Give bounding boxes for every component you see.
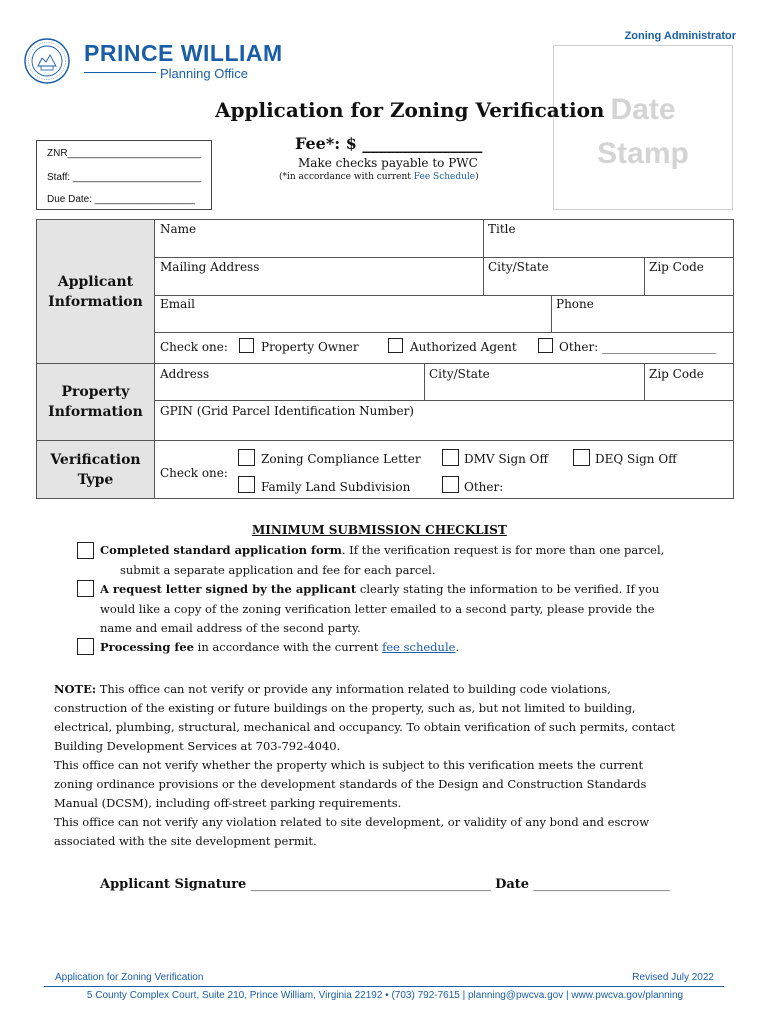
checklist-item2-line2: would like a copy of the zoning verification letter emailed to a second party, please provide the	[100, 601, 655, 616]
checklist-application-form-checkbox[interactable]	[77, 542, 94, 559]
date-stamp-line-1: Date	[610, 93, 676, 126]
property-owner-checkbox[interactable]	[239, 338, 254, 353]
gpin-field[interactable]: GPIN (Grid Parcel Identification Number)	[160, 404, 414, 418]
property-address-field[interactable]: Address	[160, 367, 210, 381]
checklist-item2-line3: name and email address of the second party.	[100, 621, 361, 635]
zoning-compliance-label: Zoning Compliance Letter	[261, 452, 421, 466]
property-information-heading	[37, 364, 154, 440]
applicant-other-field[interactable]: Other: ___________________	[559, 340, 717, 354]
zoning-administrator-label: Zoning Administrator	[624, 30, 736, 42]
applicant-city-state-field[interactable]: City/State	[488, 260, 549, 274]
verification-other-checkbox[interactable]	[442, 476, 459, 493]
property-owner-label: Property Owner	[261, 340, 359, 354]
footer-divider	[44, 986, 724, 987]
fee-note-prefix: (*in accordance with current	[279, 172, 414, 182]
checklist-item2-text: clearly stating the information to be verified. If you	[356, 582, 660, 596]
grid-divider	[644, 363, 645, 400]
property-city-state-field[interactable]: City/State	[429, 367, 490, 381]
applicant-other-checkbox[interactable]	[538, 338, 553, 353]
verification-heading-line-2: Type	[77, 471, 114, 488]
note-block	[54, 680, 684, 851]
checklist-request-letter-checkbox[interactable]	[77, 580, 94, 597]
checklist-item1-text: . If the verification request is for more than one parcel,	[341, 543, 665, 557]
checklist-item-application-form	[100, 541, 720, 580]
form-title: Application for Zoning Verification	[215, 98, 605, 122]
checklist-item3-end: .	[455, 640, 460, 654]
name-field[interactable]: Name	[160, 222, 197, 236]
checklist-processing-fee-checkbox[interactable]	[77, 638, 94, 655]
checklist-item1-line2: submit a separate application and fee for each parcel.	[120, 562, 436, 577]
checklist-title: MINIMUM SUBMISSION CHECKLIST	[252, 523, 507, 537]
family-land-subdivision-checkbox[interactable]	[238, 476, 255, 493]
fee-schedule-link-2[interactable]: fee schedule	[382, 640, 456, 654]
signature-row	[100, 877, 670, 892]
dmv-sign-off-checkbox[interactable]	[442, 449, 459, 466]
fee-note-suffix: )	[475, 172, 479, 182]
mailing-address-field[interactable]: Mailing Address	[160, 260, 260, 274]
zoning-compliance-checkbox[interactable]	[238, 449, 255, 466]
applicant-information-heading	[37, 220, 154, 363]
org-name: PRINCE WILLIAM	[84, 40, 283, 66]
checklist-item-request-letter	[100, 580, 740, 639]
checks-payable-note: Make checks payable to PWC	[298, 156, 478, 170]
signature-label: Applicant Signature	[100, 877, 247, 892]
org-divider	[84, 72, 156, 73]
applicant-check-one-label: Check one:	[160, 340, 228, 354]
email-field[interactable]: Email	[160, 297, 195, 311]
checklist-item-processing-fee	[100, 638, 720, 658]
authorized-agent-checkbox[interactable]	[388, 338, 403, 353]
deq-sign-off-checkbox[interactable]	[573, 449, 590, 466]
phone-field[interactable]: Phone	[556, 297, 594, 311]
signature-date-field[interactable]: _____________________	[529, 877, 670, 892]
applicant-heading-line-1: Applicant	[57, 273, 134, 290]
grid-divider	[36, 363, 734, 364]
date-stamp-line-2: Stamp	[597, 137, 689, 170]
grid-divider	[36, 440, 734, 441]
authorized-agent-label: Authorized Agent	[410, 340, 517, 354]
footer-contact: 5 County Complex Court, Suite 210, Prince William, Virginia 22192 • (703) 792-7615 | planning@pwcva.gov | www.pwcva.gov/planning	[86, 990, 684, 1001]
note-label: NOTE:	[54, 682, 97, 696]
note-paragraph-3: This office can not verify any violation related to site development, or validity of any bond and escrow associated with the site development permit.	[54, 815, 650, 848]
signature-field[interactable]: _____________________________________	[246, 877, 496, 892]
applicant-zip-field[interactable]: Zip Code	[649, 260, 704, 274]
verification-type-heading	[37, 441, 154, 498]
property-heading-line-1: Property	[61, 384, 130, 400]
checklist-item2-bold: A request letter signed by the applicant	[100, 582, 357, 596]
grid-divider	[483, 257, 484, 295]
footer-revision: Revised July 2022	[632, 972, 714, 983]
grid-divider	[154, 295, 734, 296]
due-date-field[interactable]: Due Date: __________________	[47, 194, 195, 205]
note-paragraph-1: This office can not verify or provide any information related to building code violations, construction of the existing or future buildings on the property, such as, but not limited to building, electrical, plumbing, structural, mechanical and occupancy. To obtain verification of such permits, contact Building Development Services at 703-792-4040.	[54, 682, 676, 753]
county-seal-icon	[24, 38, 70, 84]
grid-divider	[424, 363, 425, 400]
checklist-item3-bold: Processing fee	[100, 640, 194, 654]
grid-divider	[483, 219, 484, 257]
note-paragraph-2: This office can not verify whether the property which is subject to this verification meets the current zoning ordinance provisions or the development standards of the Design and Construction Standards Manual (DCSM), including off-street parking requirements.	[54, 758, 647, 810]
grid-divider	[551, 295, 552, 332]
deq-sign-off-label: DEQ Sign Off	[595, 452, 677, 466]
checklist-item1-bold: Completed standard application form	[100, 543, 342, 557]
grid-divider	[154, 257, 734, 258]
grid-divider	[644, 257, 645, 295]
property-zip-field[interactable]: Zip Code	[649, 367, 704, 381]
znr-field[interactable]: ZNR________________________	[47, 148, 202, 159]
fee-schedule-link[interactable]: Fee Schedule	[413, 172, 476, 182]
org-subtitle: Planning Office	[160, 66, 248, 81]
verification-heading-line-1: Verification	[50, 451, 141, 468]
verification-check-one-label: Check one:	[160, 466, 228, 480]
title-field[interactable]: Title	[488, 222, 516, 236]
dmv-sign-off-label: DMV Sign Off	[464, 452, 549, 466]
grid-divider	[154, 332, 734, 333]
verification-other-label[interactable]: Other:	[464, 480, 504, 494]
family-land-subdivision-label: Family Land Subdivision	[261, 480, 411, 494]
signature-date-label: Date	[495, 877, 530, 892]
grid-divider	[154, 219, 155, 499]
applicant-heading-line-2: Information	[48, 293, 143, 310]
property-heading-line-2: Information	[48, 404, 143, 420]
fee-schedule-note	[279, 172, 479, 182]
footer-form-name: Application for Zoning Verification	[55, 972, 204, 983]
fee-field[interactable]: Fee*: $ _______________	[295, 134, 483, 153]
staff-field[interactable]: Staff: _______________________	[47, 172, 201, 183]
checklist-item3-text: in accordance with the current	[194, 640, 383, 654]
grid-divider	[154, 400, 734, 401]
